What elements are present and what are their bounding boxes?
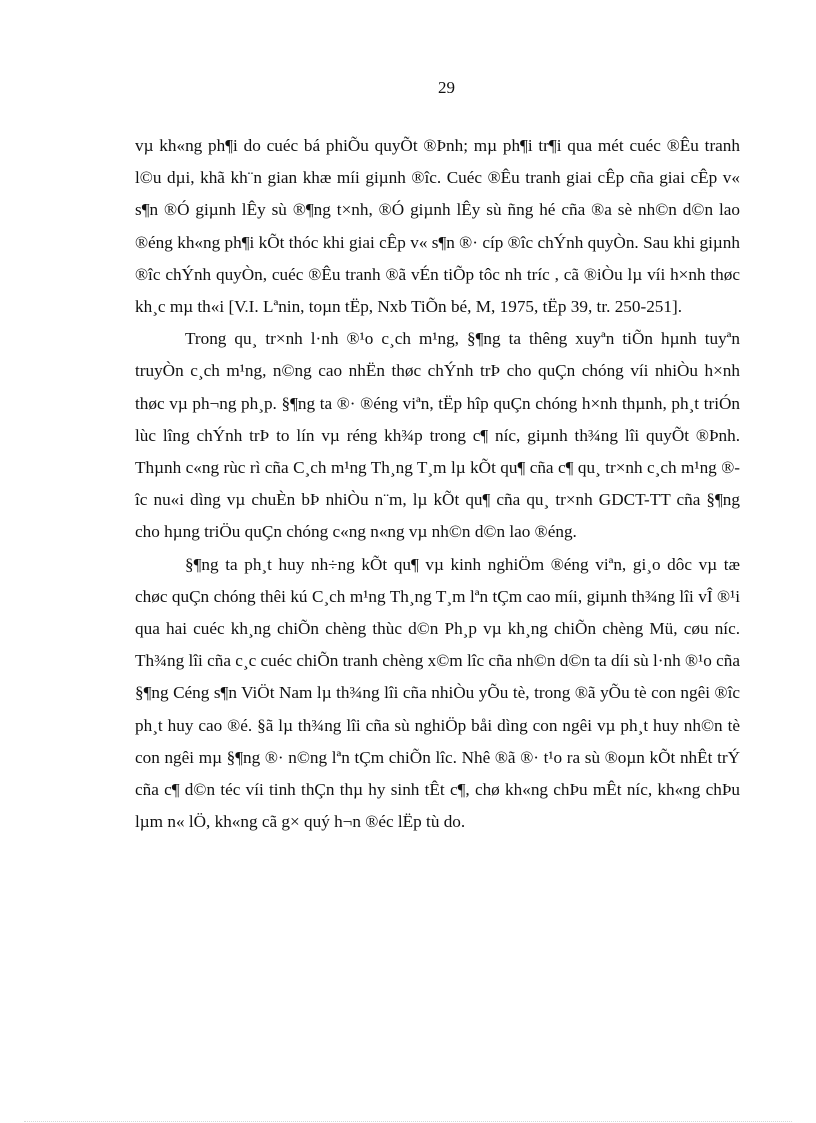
page-bottom-divider [24, 1121, 792, 1122]
page-number [0, 78, 816, 98]
paragraph-3: §¶ng ta ph¸t huy nh÷ng kÕt qu¶ vµ kinh nghiÖm ®éng viªn, gi¸o dôc vµ tæ chøc quÇn chóng thêi kú C¸ch m¹ng Th¸ng T¸m lªn tÇm cao míi, giµnh th¾ng lîi vÎ ®¹i qua hai cuéc kh¸ng chiÕn chèng thùc d©n Ph¸p vµ kh¸ng chiÕn chèng Mü, cøu níc. Th¾ng lîi cña c¸c cuéc chiÕn tranh chèng x©m lîc cña nh©n d©n ta díi sù l·nh ®¹o cña §¶ng Céng s¶n ViÖt Nam lµ th¾ng lîi cña nhiÒu yÕu tè, trong ®ã yÕu tè con ngêi ®îc ph¸t huy cao ®é. §ã lµ th¾ng lîi cña sù nghiÖp båi dìng con ngêi vµ ph¸t huy nh©n tè con ngêi mµ §¶ng ®· n©ng lªn tÇm chiÕn lîc. Nhê ®ã ®· t¹o ra sù ®oµn kÕt nhÊt trÝ cña c¶ d©n téc víi tinh thÇn thµ hy sinh tÊt c¶, chø kh«ng chÞu mÊt níc, kh«ng chÞu lµm n« lÖ, kh«ng cã g× quý h¬n ®éc lËp tù do. [135, 554, 740, 832]
paragraph-1: vµ kh«ng ph¶i do cuéc bá phiÕu quyÕt ®Þnh; mµ ph¶i tr¶i qua mét cuéc ®Êu tranh l©u dµi, khã kh¨n gian khæ míi giµnh ®îc. Cuéc ®Êu tranh giai cÊp cña giai cÊp v« s¶n ®Ó giµnh lÊy sù ®¶ng t×nh, ®Ó giµnh lÊy sù ñng hé cña ®a sè nh©n d©n lao ®éng kh«ng ph¶i kÕt thóc khi giai cÊp v« s¶n ®· cíp ®îc chÝnh quyÒn. Sau khi giµnh ®îc chÝnh quyÒn, cuéc ®Êu tranh ®ã vÉn tiÕp tôc nh tríc , cã ®iÒu lµ víi h×nh thøc kh¸c mµ th«i [V.I. Lªnin, toµn tËp, Nxb TiÕn bé, M, 1975, tËp 39, tr. 250-251]. [135, 136, 740, 317]
page-number-text: 29 [438, 78, 455, 97]
document-body [135, 130, 740, 838]
paragraph-2: Trong qu¸ tr×nh l·nh ®¹o c¸ch m¹ng, §¶ng ta thêng xuyªn tiÕn hµnh tuyªn truyÒn c¸ch m¹ng, n©ng cao nhËn thøc chÝnh trÞ cho quÇn chóng víi nhiÒu h×nh thøc vµ ph¬ng ph¸p. §¶ng ta ®· ®éng viªn, tËp hîp quÇn chóng h×nh thµnh, ph¸t triÓn lùc lîng chÝnh trÞ to lín vµ réng kh¾p trong c¶ níc, giµnh th¾ng lîi quyÕt ®Þnh. Thµnh c«ng rùc rì cña C¸ch m¹ng Th¸ng T¸m lµ kÕt qu¶ cña c¶ qu¸ tr×nh c¸ch m¹ng ®îc nu«i dìng vµ chuÈn bÞ nhiÒu n¨m, lµ kÕt qu¶ cña qu¸ tr×nh GDCT-TT cña §¶ng cho hµng triÖu quÇn chóng c«ng n«ng vµ nh©n d©n lao ®éng. [135, 329, 740, 542]
